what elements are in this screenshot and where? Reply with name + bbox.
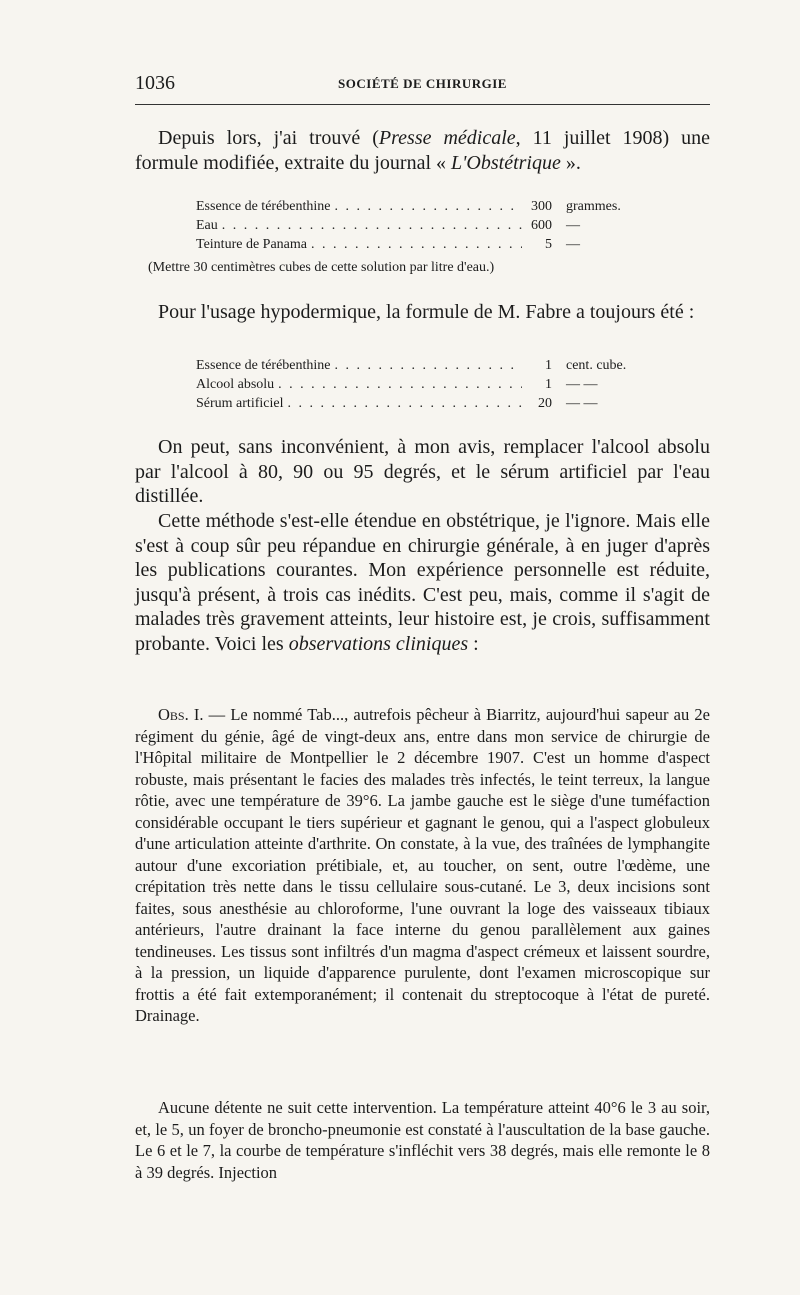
paragraph-followup: Aucune détente ne suit cette intervention. La température atteint 40°6 le 3 au soir, et, le 5, un foyer de broncho-pneumonie est constaté à l'auscultation de la base gauche. Le 6 et le 7, la courbe de température s'infléchit vers 38 degrés, mais elle remonte le 8 à 39 degrés. Injection — [135, 1098, 710, 1182]
ingredient-unit: — — [566, 218, 580, 233]
p1-text-b: , 11 juillet 1908) une formule modifiée, extraite du journal « — [135, 127, 711, 174]
header-rule — [135, 104, 710, 105]
journal-obstetrique: L'Obstétrique — [451, 151, 561, 174]
ingredient-quantity: 20 — [538, 396, 552, 411]
ingredient-unit: grammes. — [566, 199, 621, 214]
formula-row — [196, 197, 666, 216]
ingredient-quantity: 5 — [545, 237, 552, 252]
ingredient-unit: cent. cube. — [566, 358, 627, 373]
ingredient-name: Essence de térébenthine — [196, 199, 331, 214]
paragraph-intro — [135, 126, 710, 175]
running-head: SOCIÉTÉ DE CHIRURGIE — [338, 76, 507, 91]
leader-dots — [218, 216, 522, 235]
ingredient-quantity: 600 — [531, 218, 552, 233]
formula-row — [196, 356, 666, 375]
ingredient-name: Teinture de Panama — [196, 237, 307, 252]
ingredient-name: Alcool absolu — [196, 377, 275, 392]
ingredient-quantity: 1 — [545, 358, 552, 373]
formula-table-2 — [196, 356, 666, 413]
ingredient-quantity: 300 — [531, 199, 552, 214]
p4-text: Cette méthode s'est-elle étendue en obstétrique, je l'ignore. Mais elle s'est à coup sûr peu répandue en chirurgie générale, à en juger d'après les publications courantes. Mon expérience personnelle est réduite, jusqu'à présent, à trois cas inédits. C'est peu, mais, comme il s'agit de malades très gravement atteints, leur histoire est, je crois, suffisamment probante. Voici les — [135, 510, 710, 655]
paragraph-method — [135, 509, 710, 656]
leader-dots — [307, 235, 522, 254]
formula-table-1 — [196, 197, 666, 254]
p4-end: : — [468, 632, 479, 655]
leader-dots — [283, 394, 522, 413]
ingredient-name: Eau — [196, 218, 218, 233]
observation-text: — Le nommé Tab..., autrefois pêcheur à Biarritz, aujourd'hui sapeur au 2e régiment du génie, âgé de vingt-deux ans, entre dans mon service de chirurgie de l'Hôpital militaire de Montpellier le 2 décembre 1907. C'est un homme d'aspect robuste, mais présentant le facies des malades très infectés, le teint terreux, la langue rôtie, avec une température de 39°6. La jambe gauche est le siège d'une tuméfaction considérable occupant le tiers supérieur et gagnant le genou, qui a l'aspect globuleux d'une articulation atteinte d'arthrite. On constate, à la vue, des traînées de lymphangite autour d'une excoriation prétibiale, et, au toucher, on sent, outre l'œdème, une crépitation très nette dans le tissu cellulaire sous-cutané. Le 3, deux incisions sont faites, sous anesthésie au chloroforme, l'une ouvrant la loge des vaisseaux tibiaux antérieurs, l'autre drainant la face interne du genou parallèlement aux gaines tendineuses. Les tissus sont infiltrés d'un magma d'aspect crémeux et laissent sourdre, à la pression, un liquide d'apparence purulente, dont l'examen microscopique sur frottis a été fait extemporanément; il contenait du streptocoque à l'état de pureté. Drainage. — [135, 705, 710, 1025]
formula-row — [196, 235, 666, 254]
leader-dots — [331, 356, 523, 375]
ingredient-name: Essence de térébenthine — [196, 358, 331, 373]
ingredient-quantity: 1 — [545, 377, 552, 392]
ingredient-unit: — — — [566, 377, 598, 392]
formula-row — [196, 375, 666, 394]
formula-row — [196, 216, 666, 235]
p1-text-c: ». — [560, 151, 581, 174]
page-header — [135, 70, 710, 100]
paragraph-hypodermic: Pour l'usage hypodermique, la formule de M. Fabre a toujours été : — [158, 301, 695, 323]
leader-dots — [274, 375, 522, 394]
formula-row — [196, 394, 666, 413]
p1-text-a: Depuis lors, j'ai trouvé ( — [158, 127, 379, 149]
ingredient-name: Sérum artificiel — [196, 396, 284, 411]
observation-1 — [135, 704, 710, 1027]
leader-dots — [331, 197, 523, 216]
page-number: 1036 — [135, 72, 175, 94]
formula-note: (Mettre 30 centimètres cubes de cette solution par litre d'eau.) — [148, 260, 495, 275]
ingredient-unit: — — [566, 237, 580, 252]
journal-presse-medicale: Presse médicale — [378, 127, 516, 149]
ingredient-unit: — — — [566, 396, 598, 411]
observation-label: Obs. I. — [158, 705, 204, 724]
observations-emphasis: observations cliniques — [288, 632, 469, 655]
paragraph-alcohol: On peut, sans inconvénient, à mon avis, remplacer l'alcool absolu par l'alcool à 80, 90 ou 95 degrés, et le sérum artificiel par l'eau distillée. — [135, 436, 710, 507]
